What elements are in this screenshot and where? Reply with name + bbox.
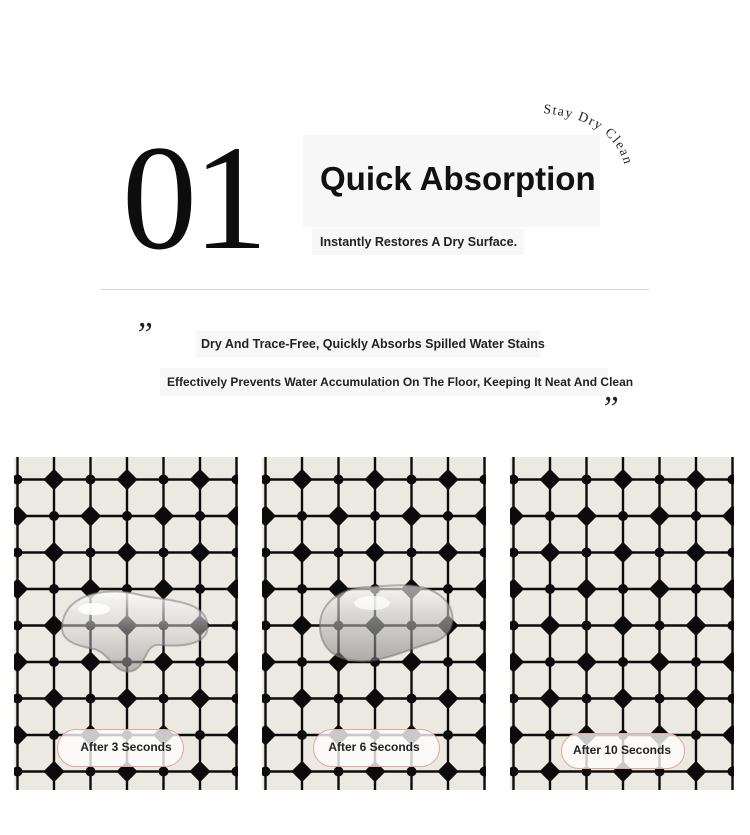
photo-caption: After 6 Seconds: [328, 740, 420, 754]
mat-photo-6s: [262, 457, 486, 790]
tagline-text: Stay Dry Clean: [542, 101, 637, 167]
svg-text:Stay Dry Clean: [543, 101, 637, 167]
tagline-arc: [530, 100, 640, 180]
photo-caption: After 10 Seconds: [572, 743, 672, 757]
photo-caption: After 3 Seconds: [80, 740, 172, 754]
mat-photo-10s: [510, 457, 734, 790]
quote-line-1: Dry And Trace-Free, Quickly Absorbs Spilled Water Stains: [201, 337, 545, 351]
section-number: 01: [122, 115, 264, 281]
quote-open-mark: ”: [134, 316, 153, 353]
water-droplet: [310, 579, 460, 669]
section-subtitle: Instantly Restores A Dry Surface.: [320, 235, 518, 249]
mat-photo-3s: [14, 457, 238, 790]
quote-line-2: Effectively Prevents Water Accumulation On The Floor, Keeping It Neat And Clean: [167, 375, 634, 389]
section-title: Quick Absorption: [320, 160, 596, 197]
water-droplet: [52, 587, 217, 677]
section-divider: [101, 289, 649, 290]
quote-close-mark: ”: [600, 390, 619, 427]
